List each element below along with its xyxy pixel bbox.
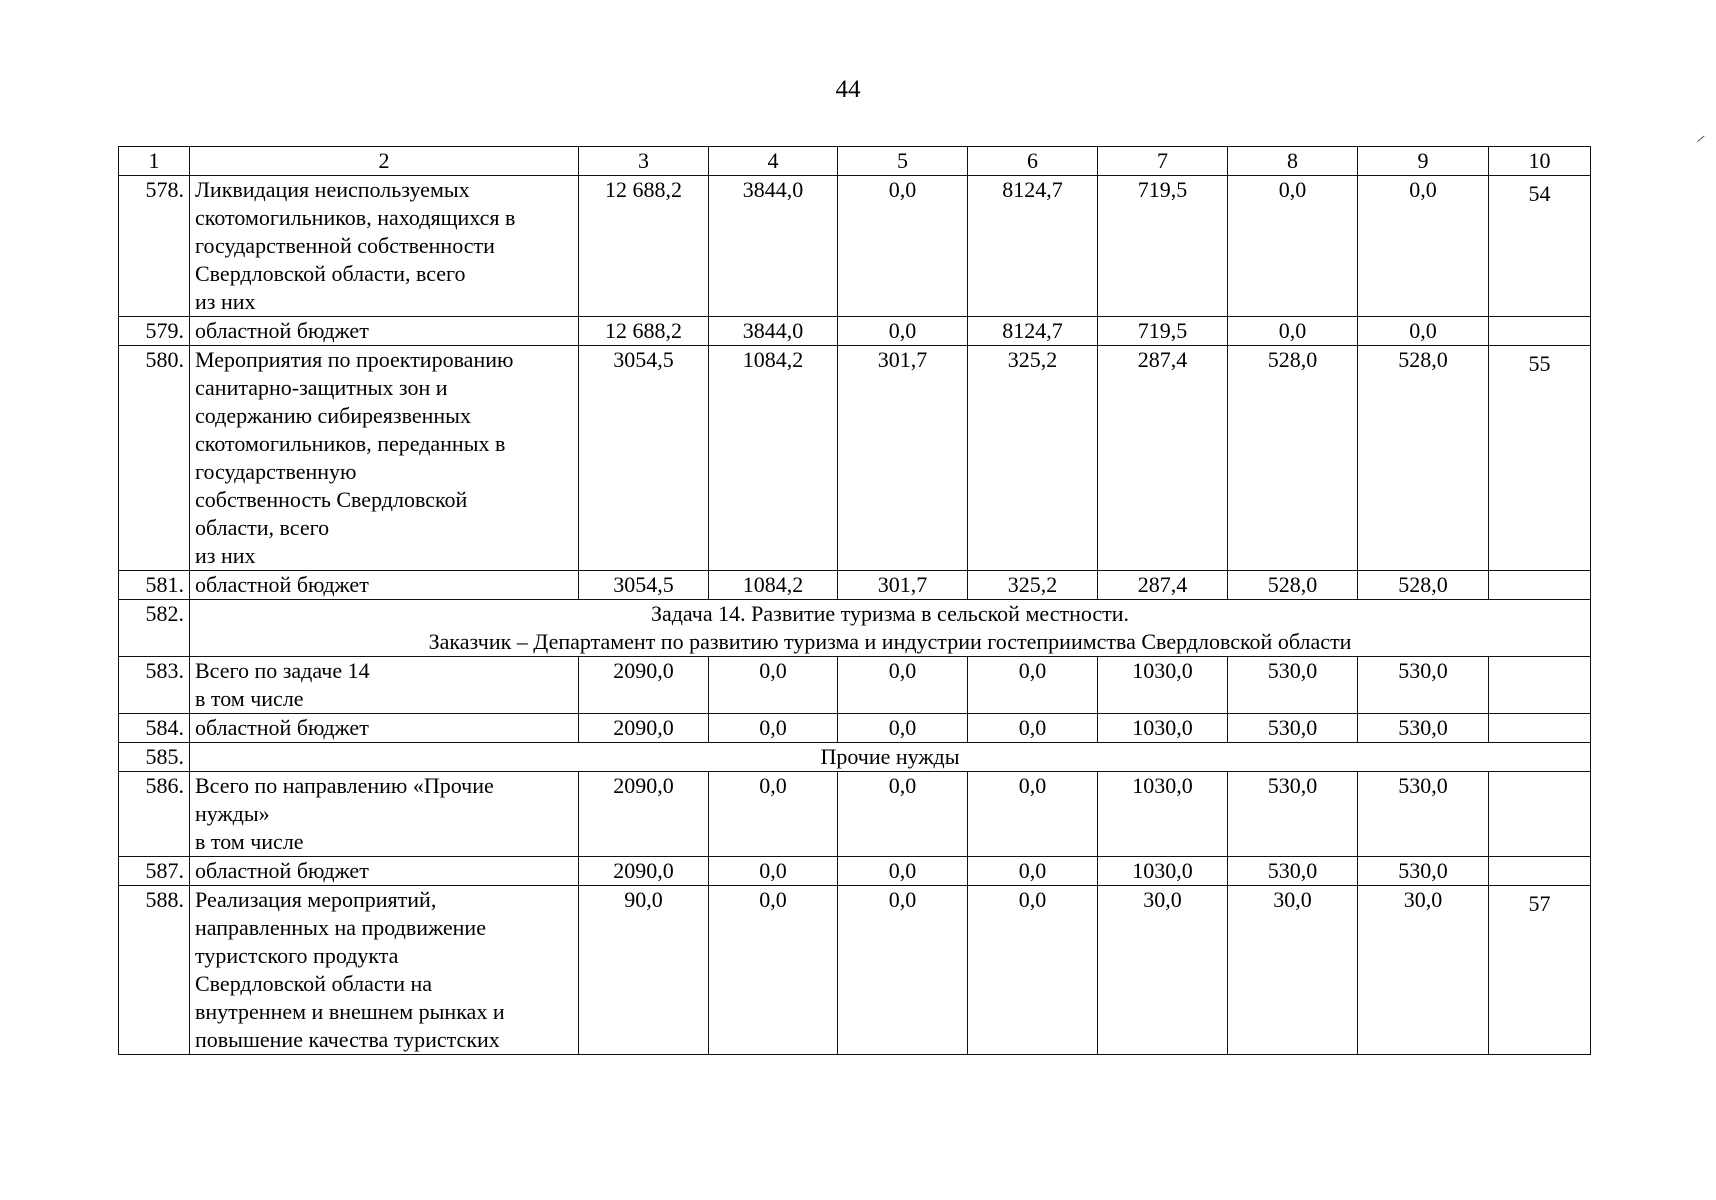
amount-cell: 0,0 xyxy=(709,657,838,714)
column-header: 6 xyxy=(968,147,1098,176)
amount-cell: 2090,0 xyxy=(579,714,709,743)
table-row xyxy=(119,714,1591,743)
amount-cell: 1084,2 xyxy=(709,571,838,600)
item-name-cell: Реализация мероприятий, направленных на продвижение туристского продукта Свердловской области на внутреннем и внешнем рынках и повышение качества туристских xyxy=(190,886,579,1055)
amount-cell: 2090,0 xyxy=(579,857,709,886)
column-header: 8 xyxy=(1228,147,1358,176)
amount-cell: 530,0 xyxy=(1228,714,1358,743)
amount-cell: 3054,5 xyxy=(579,346,709,571)
amount-cell: 301,7 xyxy=(838,346,968,571)
reference-cell xyxy=(1489,714,1591,743)
row-number-cell: 581. xyxy=(119,571,190,600)
amount-cell: 0,0 xyxy=(838,857,968,886)
amount-cell: 12 688,2 xyxy=(579,317,709,346)
amount-cell: 1084,2 xyxy=(709,346,838,571)
amount-cell: 528,0 xyxy=(1228,346,1358,571)
amount-cell: 325,2 xyxy=(968,571,1098,600)
amount-cell: 3844,0 xyxy=(709,176,838,317)
amount-cell: 287,4 xyxy=(1098,346,1228,571)
item-name-cell: Мероприятия по проектированию санитарно-защитных зон и содержанию сибиреязвенных скотомогильников, переданных в государственную собственность Свердловской области, всего из них xyxy=(190,346,579,571)
column-header: 9 xyxy=(1358,147,1489,176)
table-row xyxy=(119,886,1591,1055)
amount-cell: 0,0 xyxy=(968,657,1098,714)
amount-cell: 0,0 xyxy=(1228,317,1358,346)
amount-cell: 287,4 xyxy=(1098,571,1228,600)
reference-cell: 55 xyxy=(1489,346,1591,571)
column-header: 1 xyxy=(119,147,190,176)
amount-cell: 0,0 xyxy=(968,886,1098,1055)
table-body xyxy=(119,176,1591,1055)
amount-cell: 1030,0 xyxy=(1098,772,1228,857)
amount-cell: 30,0 xyxy=(1228,886,1358,1055)
amount-cell: 8124,7 xyxy=(968,176,1098,317)
table-row xyxy=(119,857,1591,886)
stray-pen-mark xyxy=(1697,135,1706,143)
item-name-cell: областной бюджет xyxy=(190,714,579,743)
amount-cell: 0,0 xyxy=(838,317,968,346)
budget-table xyxy=(118,146,1591,1055)
amount-cell: 0,0 xyxy=(1358,176,1489,317)
reference-cell: 57 xyxy=(1489,886,1591,1055)
amount-cell: 0,0 xyxy=(709,857,838,886)
amount-cell: 0,0 xyxy=(1228,176,1358,317)
row-number-cell: 584. xyxy=(119,714,190,743)
item-name-cell: Ликвидация неиспользуемых скотомогильников, находящихся в государственной собственности Свердловской области, всего из них xyxy=(190,176,579,317)
item-name-cell: Всего по задаче 14 в том числе xyxy=(190,657,579,714)
reference-cell xyxy=(1489,857,1591,886)
item-name-cell: областной бюджет xyxy=(190,571,579,600)
amount-cell: 1030,0 xyxy=(1098,657,1228,714)
column-header: 10 xyxy=(1489,147,1591,176)
amount-cell: 8124,7 xyxy=(968,317,1098,346)
amount-cell: 528,0 xyxy=(1358,346,1489,571)
amount-cell: 719,5 xyxy=(1098,176,1228,317)
amount-cell: 0,0 xyxy=(838,657,968,714)
item-name-cell: областной бюджет xyxy=(190,857,579,886)
section-heading-cell: Прочие нужды xyxy=(190,743,1591,772)
amount-cell: 530,0 xyxy=(1358,772,1489,857)
table-row xyxy=(119,317,1591,346)
amount-cell: 12 688,2 xyxy=(579,176,709,317)
amount-cell: 325,2 xyxy=(968,346,1098,571)
row-number-cell: 578. xyxy=(119,176,190,317)
table-row xyxy=(119,571,1591,600)
amount-cell: 0,0 xyxy=(838,176,968,317)
amount-cell: 530,0 xyxy=(1358,657,1489,714)
amount-cell: 528,0 xyxy=(1358,571,1489,600)
amount-cell: 3844,0 xyxy=(709,317,838,346)
amount-cell: 0,0 xyxy=(838,886,968,1055)
row-number-cell: 580. xyxy=(119,346,190,571)
amount-cell: 0,0 xyxy=(968,857,1098,886)
table-row xyxy=(119,772,1591,857)
section-row xyxy=(119,743,1591,772)
amount-cell: 2090,0 xyxy=(579,657,709,714)
amount-cell: 30,0 xyxy=(1358,886,1489,1055)
amount-cell: 30,0 xyxy=(1098,886,1228,1055)
column-header: 4 xyxy=(709,147,838,176)
page-number: 44 xyxy=(835,76,861,103)
amount-cell: 0,0 xyxy=(709,714,838,743)
table-row xyxy=(119,657,1591,714)
row-number-cell: 588. xyxy=(119,886,190,1055)
column-header: 7 xyxy=(1098,147,1228,176)
amount-cell: 530,0 xyxy=(1358,714,1489,743)
section-heading-cell: Задача 14. Развитие туризма в сельской местности. Заказчик – Департамент по развитию туризма и индустрии гостеприимства Свердловской области xyxy=(190,600,1591,657)
amount-cell: 0,0 xyxy=(1358,317,1489,346)
amount-cell: 530,0 xyxy=(1228,657,1358,714)
amount-cell: 1030,0 xyxy=(1098,857,1228,886)
row-number-cell: 582. xyxy=(119,600,190,657)
row-number-cell: 585. xyxy=(119,743,190,772)
item-name-cell: Всего по направлению «Прочие нужды» в том числе xyxy=(190,772,579,857)
amount-cell: 530,0 xyxy=(1228,772,1358,857)
item-name-cell: областной бюджет xyxy=(190,317,579,346)
amount-cell: 530,0 xyxy=(1358,857,1489,886)
amount-cell: 528,0 xyxy=(1228,571,1358,600)
row-number-cell: 586. xyxy=(119,772,190,857)
column-header: 3 xyxy=(579,147,709,176)
table-row xyxy=(119,176,1591,317)
amount-cell: 0,0 xyxy=(838,714,968,743)
amount-cell: 2090,0 xyxy=(579,772,709,857)
table-row xyxy=(119,346,1591,571)
amount-cell: 0,0 xyxy=(709,772,838,857)
table-header-row xyxy=(119,147,1591,176)
row-number-cell: 583. xyxy=(119,657,190,714)
column-header: 2 xyxy=(190,147,579,176)
reference-cell: 54 xyxy=(1489,176,1591,317)
amount-cell: 90,0 xyxy=(579,886,709,1055)
column-header: 5 xyxy=(838,147,968,176)
reference-cell xyxy=(1489,317,1591,346)
row-number-cell: 587. xyxy=(119,857,190,886)
amount-cell: 0,0 xyxy=(968,714,1098,743)
amount-cell: 301,7 xyxy=(838,571,968,600)
row-number-cell: 579. xyxy=(119,317,190,346)
reference-cell xyxy=(1489,772,1591,857)
amount-cell: 530,0 xyxy=(1228,857,1358,886)
amount-cell: 0,0 xyxy=(709,886,838,1055)
amount-cell: 719,5 xyxy=(1098,317,1228,346)
reference-cell xyxy=(1489,657,1591,714)
amount-cell: 0,0 xyxy=(838,772,968,857)
reference-cell xyxy=(1489,571,1591,600)
section-row xyxy=(119,600,1591,657)
amount-cell: 1030,0 xyxy=(1098,714,1228,743)
amount-cell: 0,0 xyxy=(968,772,1098,857)
amount-cell: 3054,5 xyxy=(579,571,709,600)
